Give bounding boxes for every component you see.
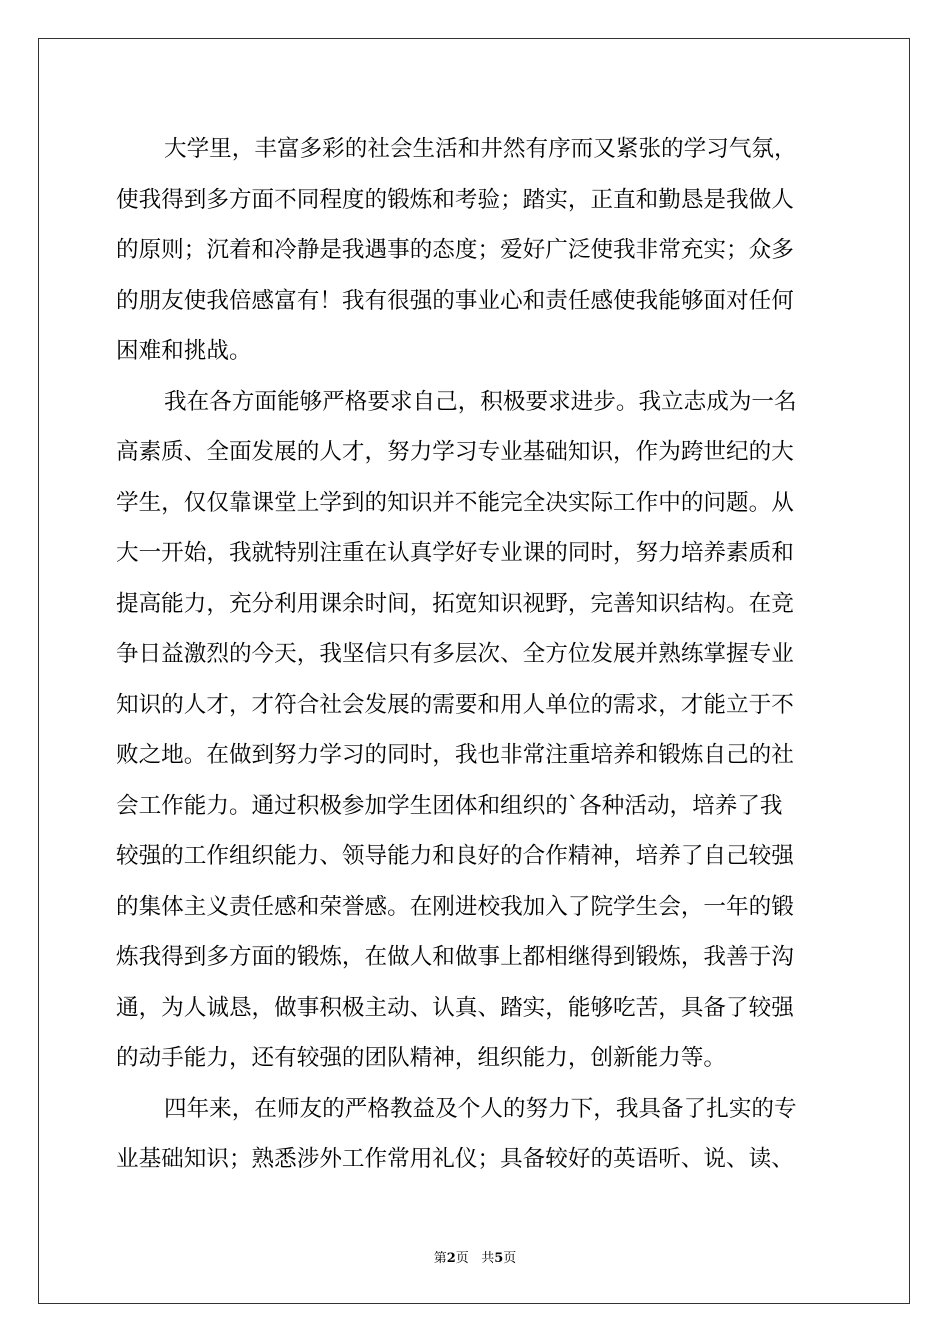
text-line: 会工作能力。通过积极参加学生团体和组织的`各种活动，培养了我 [116, 792, 783, 819]
text-line: 我在各方面能够严格要求自己，积极要求进步。我立志成为一名 [164, 388, 797, 415]
text-line: 高素质、全面发展的人才，努力学习专业基础知识，作为跨世纪的大 [116, 439, 794, 465]
text-line: 的集体主义责任感和荣誉感。在刚进校我加入了院学生会，一年的锻 [116, 893, 794, 920]
text-line: 大学里，丰富多彩的社会生活和井然有序而又紧张的学习气氛， [164, 136, 797, 162]
document-body [116, 124, 836, 1185]
page-footer [0, 1247, 950, 1266]
text-line: 业基础知识；熟悉涉外工作常用礼仪；具备较好的英语听、说、读、 [116, 1146, 794, 1172]
text-line: 提高能力，充分利用课余时间，拓宽知识视野，完善知识结构。在竞 [116, 590, 794, 617]
text-line: 困难和挑战。 [116, 338, 252, 364]
text-line: 学生，仅仅靠课堂上学到的知识并不能完全决实际工作中的问题。从 [116, 489, 794, 516]
page-number: 2 [446, 1251, 456, 1266]
text-line: 的原则；沉着和冷静是我遇事的态度；爱好广泛使我非常充实；众多 [116, 237, 794, 263]
text-line: 四年来，在师友的严格教益及个人的努力下，我具备了扎实的专 [164, 1095, 797, 1122]
text-line: 争日益激烈的今天，我坚信只有多层次、全方位发展并熟练掌握专业 [116, 641, 794, 667]
text-line: 使我得到多方面不同程度的锻炼和考验；踏实，正直和勤恳是我做人 [116, 186, 794, 213]
text-line: 大一开始，我就特别注重在认真学好专业课的同时，努力培养素质和 [116, 540, 794, 566]
page-prefix: 第 [433, 1251, 447, 1266]
page-suffix: 页 [455, 1251, 469, 1266]
text-line: 知识的人才，才符合社会发展的需要和用人单位的需求，才能立于不 [116, 691, 794, 718]
total-prefix: 共 [481, 1251, 495, 1266]
text-line: 的朋友使我倍感富有！我有很强的事业心和责任感使我能够面对任何 [116, 287, 794, 314]
text-line: 通，为人诚恳，做事积极主动、认真、踏实，能够吃苦，具备了较强 [116, 994, 794, 1021]
text-line: 败之地。在做到努力学习的同时，我也非常注重培养和锻炼自己的社 [116, 742, 794, 768]
text-line: 的动手能力，还有较强的团队精神，组织能力，创新能力等。 [116, 1045, 727, 1071]
total-pages: 5 [494, 1251, 504, 1266]
text-line: 炼我得到多方面的锻炼，在做人和做事上都相继得到锻炼，我善于沟 [116, 944, 794, 970]
total-suffix: 页 [503, 1251, 517, 1266]
text-line: 较强的工作组织能力、领导能力和良好的合作精神，培养了自己较强 [116, 843, 794, 869]
